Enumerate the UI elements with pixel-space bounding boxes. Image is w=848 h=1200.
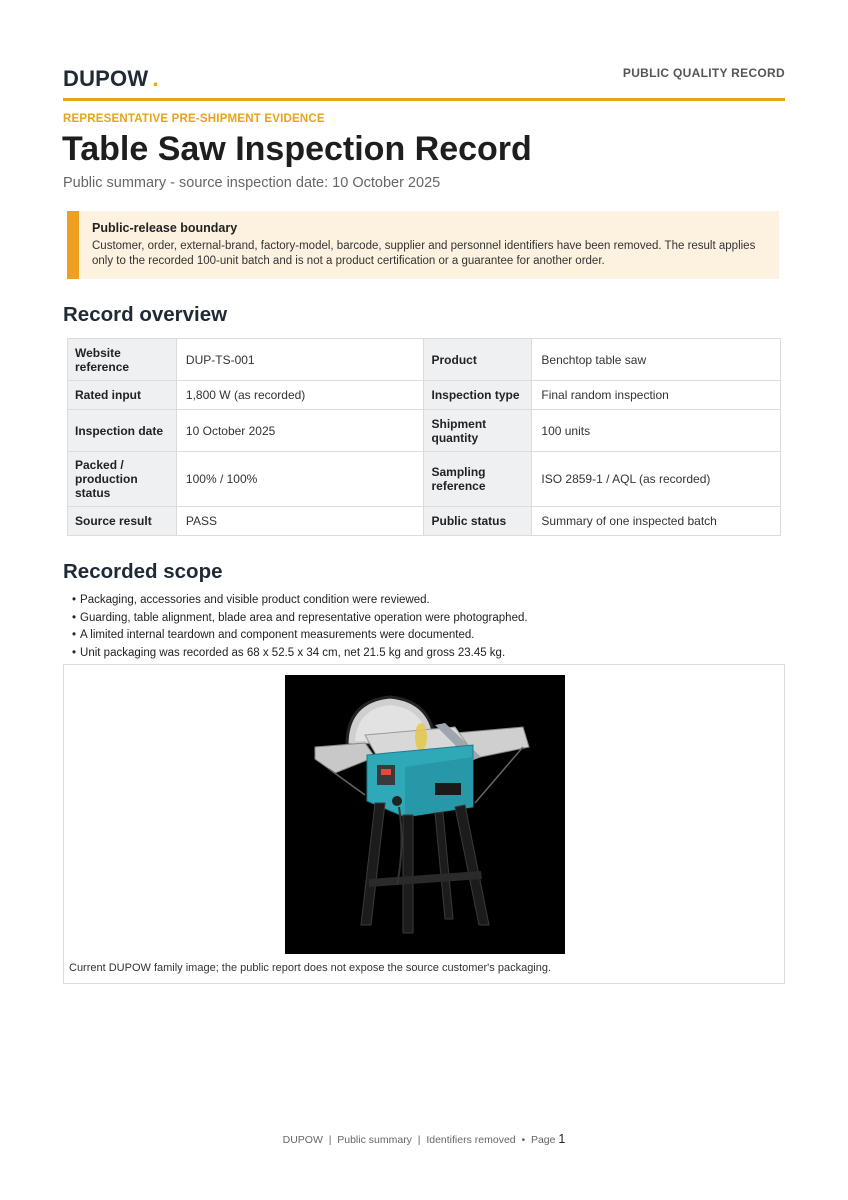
figure-caption: Current DUPOW family image; the public report does not expose the source customer's packaging. [69,962,552,974]
table-key: Public status [424,507,532,536]
table-value: DUP-TS-001 [176,339,424,381]
table-key: Source result [68,507,177,536]
page-title: Table Saw Inspection Record [62,130,532,168]
table-value: ISO 2859-1 / AQL (as recorded) [532,452,781,507]
table-value: 10 October 2025 [176,410,424,452]
page-footer [0,1132,848,1146]
record-tag: PUBLIC QUALITY RECORD [622,66,785,80]
table-value: 100% / 100% [176,452,424,507]
page-subtitle: Public summary - source inspection date: 10 October 2025 [63,175,441,191]
list-item: • A limited internal teardown and component measurements were documented. [72,627,528,645]
table-row [68,507,781,536]
table-value: PASS [176,507,424,536]
list-item: • Guarding, table alignment, blade area and representative operation were photographed. [72,610,528,628]
table-value: 1,800 W (as recorded) [176,381,424,410]
table-saw-illustration [285,675,565,954]
eyebrow-label: REPRESENTATIVE PRE-SHIPMENT EVIDENCE [63,113,325,125]
table-value: 100 units [532,410,781,452]
footer-text: DUPOW | Public summary | Identifiers removed • Page [282,1134,556,1146]
brand-dot: . [152,66,159,91]
overview-heading: Record overview [63,303,228,326]
table-key: Website reference [68,339,177,381]
list-item: • Unit packaging was recorded as 68 x 52.5 x 34 cm, net 21.5 kg and gross 23.45 kg. [72,645,528,663]
table-key: Shipment quantity [424,410,532,452]
product-figure [63,664,785,984]
table-row [68,381,781,410]
notice-title: Public-release boundary [92,221,238,235]
page-number: 1 [558,1132,566,1146]
scope-heading: Recorded scope [63,560,223,583]
table-saw-photo [285,675,565,954]
table-row [68,452,781,507]
table-key: Product [424,339,532,381]
notice-text: Customer, order, external-brand, factory-model, barcode, supplier and personnel identifiers have been removed. The result applies only to the recorded 100-unit batch and is not a product certification or a guarantee for another order. [92,240,756,267]
table-key: Inspection type [424,381,532,410]
scope-list [72,592,528,662]
brand-logo: DUPOW . [63,66,159,91]
table-key: Sampling reference [424,452,532,507]
list-item: • Packaging, accessories and visible product condition were reviewed. [72,592,528,610]
table-key: Inspection date [68,410,177,452]
table-row [68,410,781,452]
page-header [63,60,785,101]
table-value: Benchtop table saw [532,339,781,381]
table-value: Final random inspection [532,381,781,410]
release-boundary-notice [67,211,779,279]
table-value: Summary of one inspected batch [532,507,781,536]
table-row [68,339,781,381]
table-key: Packed / production status [68,452,177,507]
table-key: Rated input [68,381,177,410]
overview-table [67,338,781,536]
